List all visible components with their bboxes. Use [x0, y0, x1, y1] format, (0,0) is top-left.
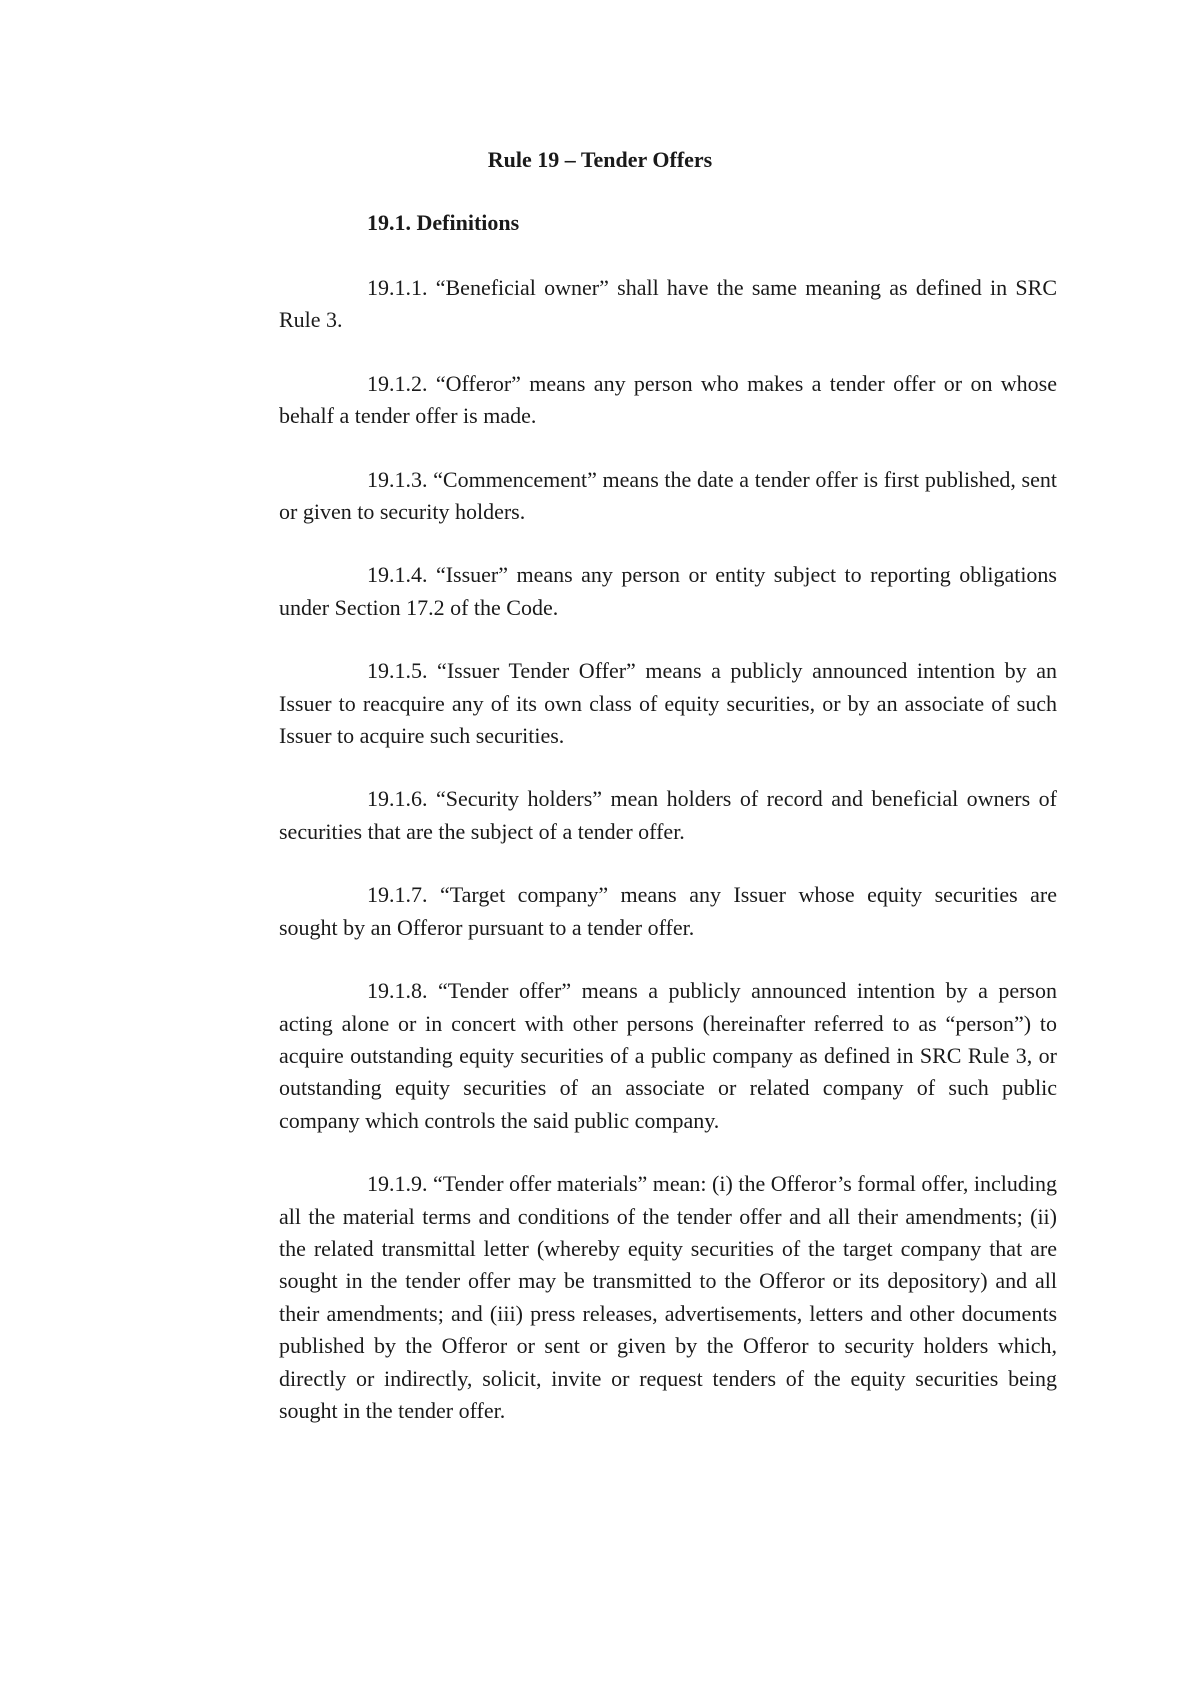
definition-paragraph: 19.1.1. “Beneficial owner” shall have the same meaning as defined in SRC Rule 3.	[279, 275, 1057, 333]
definition-paragraph: 19.1.7. “Target company” means any Issuer whose equity securities are sought by an Offeror pursuant to a tender offer.	[279, 882, 1057, 940]
document-title: Rule 19 – Tender Offers	[487, 147, 713, 172]
definition-paragraph: 19.1.3. “Commencement” means the date a tender offer is first published, sent or given to security holders.	[279, 466, 1057, 525]
definition-paragraph: 19.1.2. “Offeror” means any person who makes a tender offer or on whose behalf a tender offer is made.	[279, 370, 1057, 429]
definition-paragraph: 19.1.4. “Issuer” means any person or entity subject to reporting obligations under Section 17.2 of the Code.	[279, 562, 1057, 620]
definition-paragraph: 19.1.9. “Tender offer materials” mean: (i) the Offeror’s formal offer, including all the material terms and conditions of the tender offer and all their amendments; (ii) the related transmittal letter (whereby equity securities of the target company that are sought in the tender offer may be transmitted to the Offeror or its depository) and all their amendments; and (iii) press releases, advertisements, letters and other documents published by the Offeror or sent or given by the Offeror to security holders which, directly or indirectly, solicit, invite or request tenders of the equity securities being sought in the tender offer.	[279, 1171, 1057, 1423]
definitions-list	[279, 272, 1057, 1458]
definition-paragraph: 19.1.5. “Issuer Tender Offer” means a publicly announced intention by an Issuer to reacquire any of its own class of equity securities, or by an associate of such Issuer to acquire such securities.	[279, 658, 1057, 749]
definition-paragraph: 19.1.6. “Security holders” mean holders of record and beneficial owners of securities that are the subject of a tender offer.	[279, 786, 1057, 844]
definition-paragraph: 19.1.8. “Tender offer” means a publicly announced intention by a person acting alone or in concert with other persons (hereinafter referred to as “person”) to acquire outstanding equity securities of a public company as defined in SRC Rule 3, or outstanding equity securities of an associate or related company of such public company which controls the said public company.	[279, 978, 1057, 1133]
section-heading: 19.1. Definitions	[367, 210, 520, 235]
